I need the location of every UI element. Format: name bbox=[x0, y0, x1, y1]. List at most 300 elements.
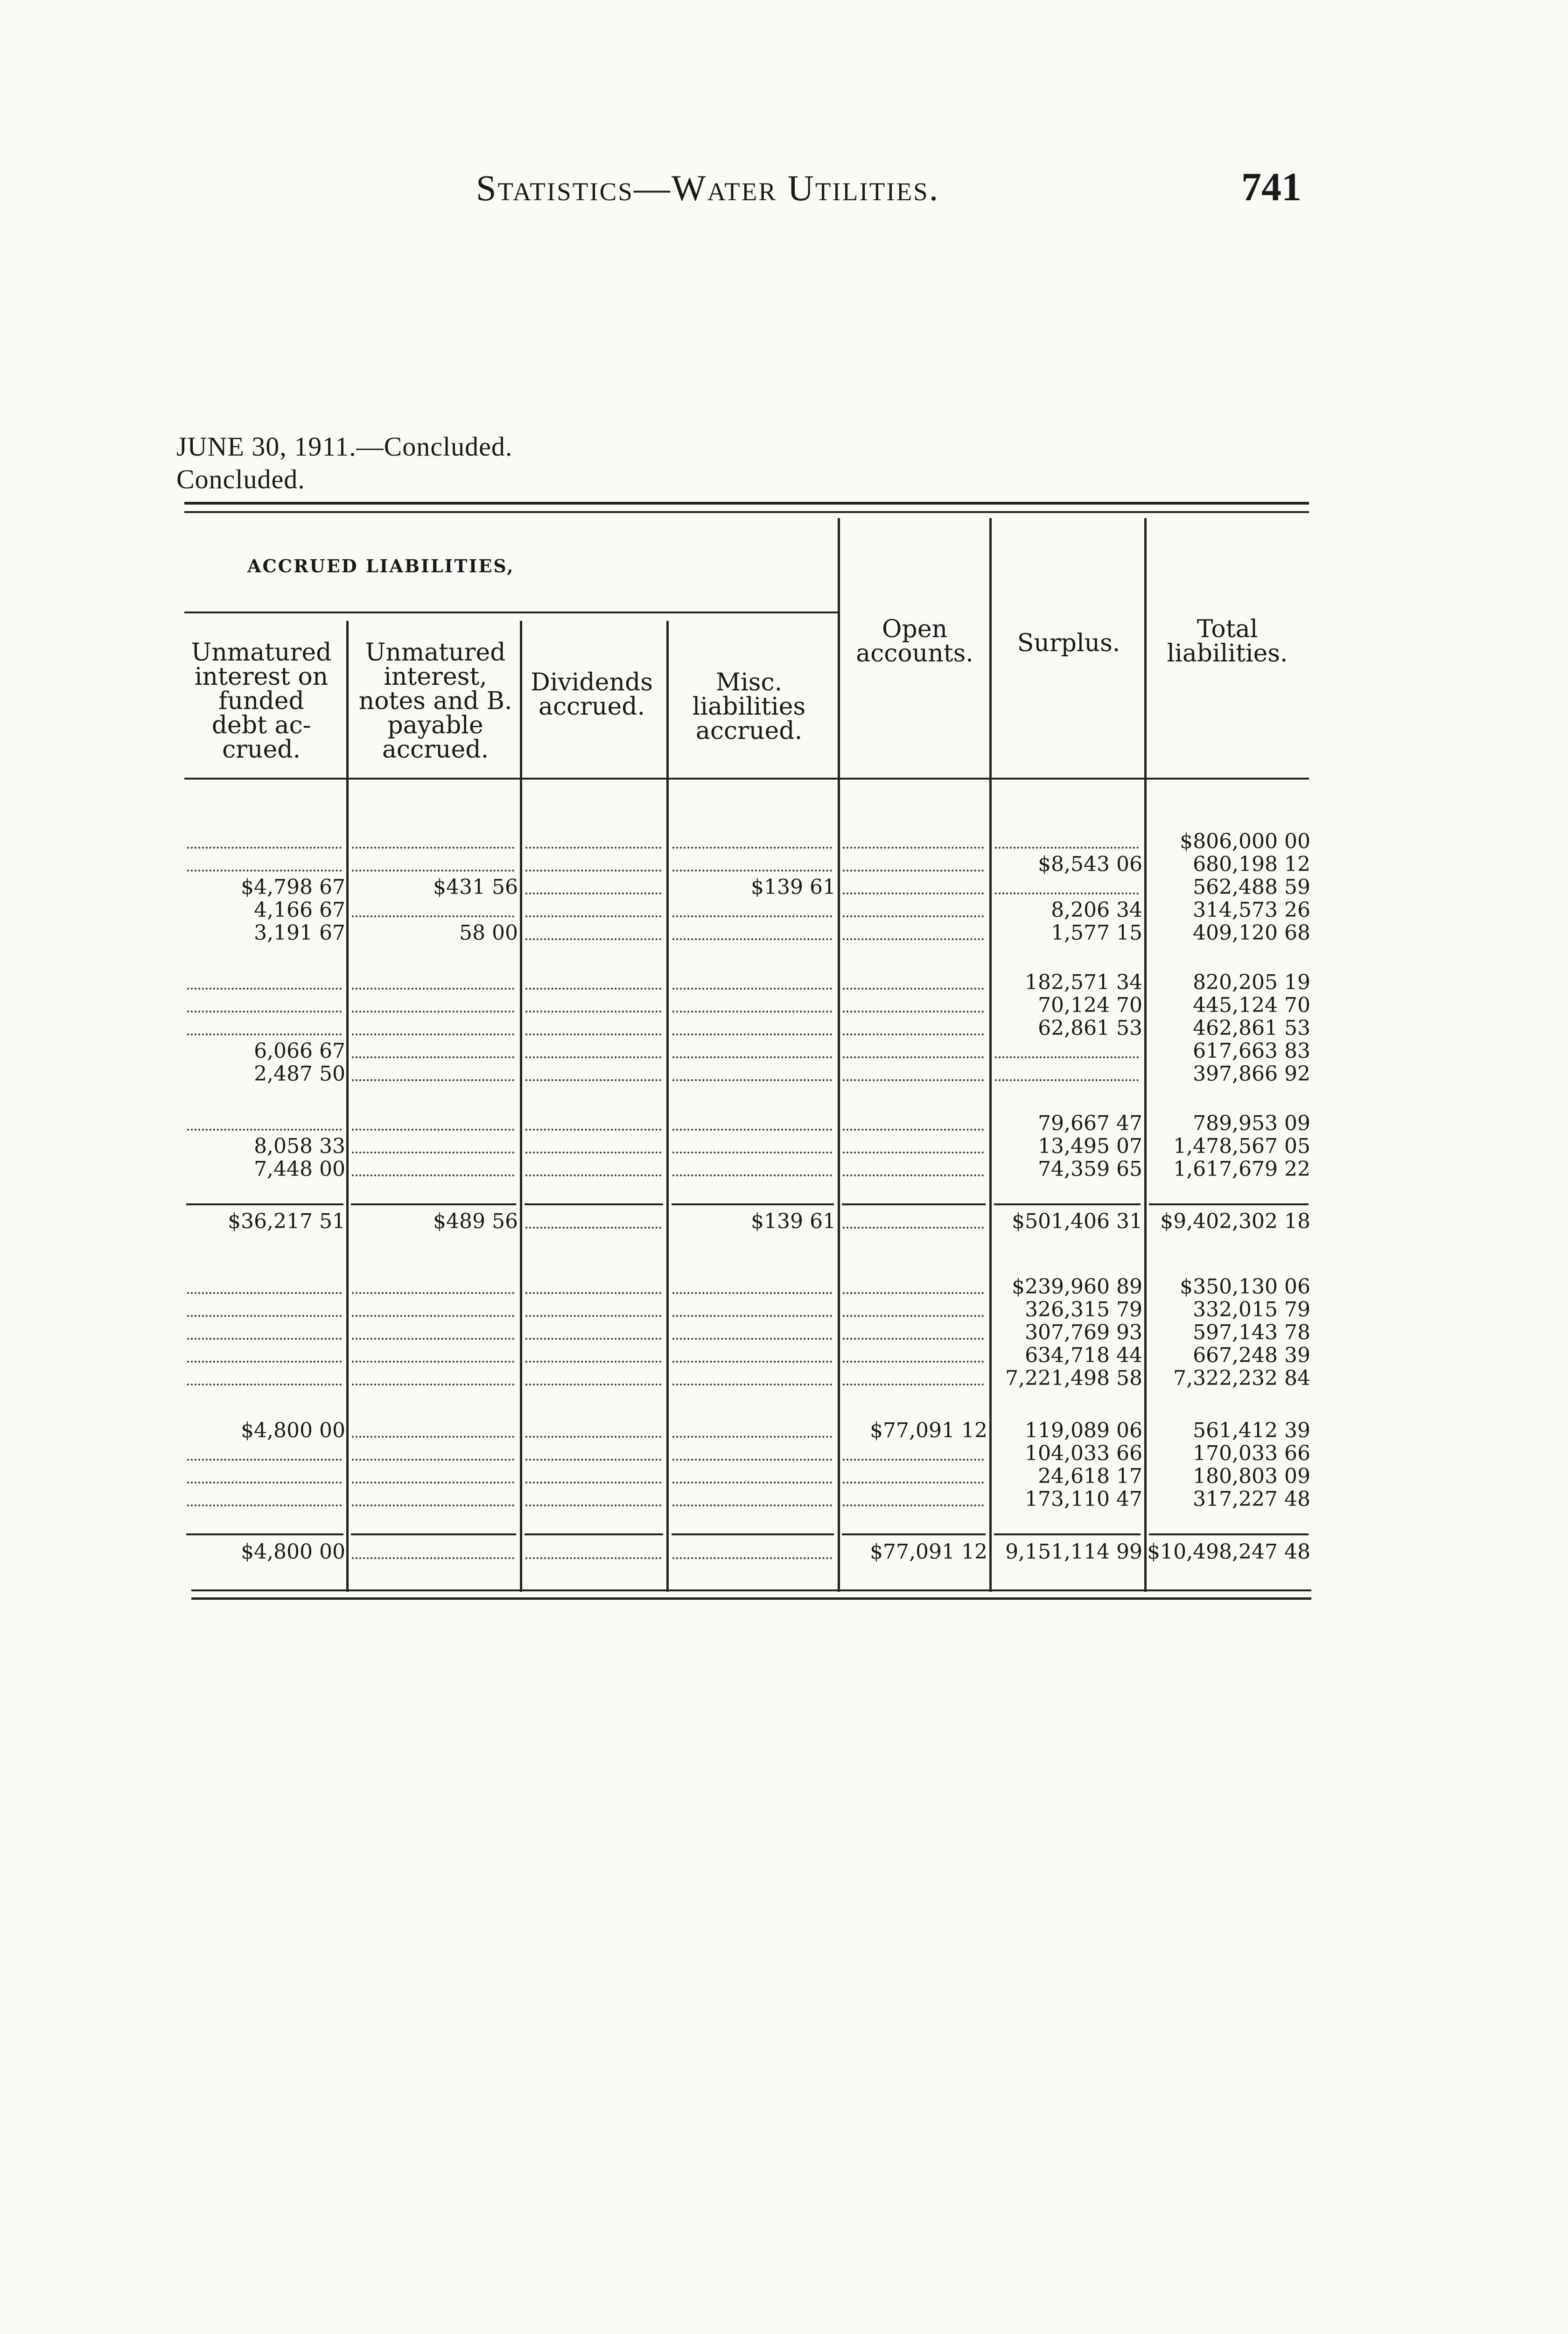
g2-row2-cell-surplus bbox=[992, 1321, 1142, 1344]
g2-row5-cell-surplus bbox=[992, 1419, 1142, 1442]
cell-value: 397,866 92 bbox=[1193, 1062, 1310, 1085]
g2-row4-cell-dividends bbox=[523, 1367, 665, 1390]
col-divider bbox=[1144, 518, 1147, 1592]
leader-dots bbox=[525, 1338, 661, 1340]
g2-row7-cell-dividends bbox=[523, 1465, 665, 1488]
running-title: Statistics—Water Utilities. bbox=[476, 168, 940, 208]
cell-value: 680,198 12 bbox=[1193, 853, 1310, 876]
leader-dots bbox=[352, 1174, 514, 1176]
subtotal-rule bbox=[186, 1533, 343, 1535]
cell-value: $489 56 bbox=[433, 1210, 518, 1233]
leader-dots bbox=[525, 1436, 661, 1438]
leader-dots bbox=[843, 988, 984, 990]
leader-dots bbox=[672, 870, 832, 872]
leader-dots bbox=[525, 1459, 661, 1461]
subtotal-rule bbox=[842, 1203, 986, 1205]
subtotal-rule bbox=[351, 1203, 516, 1205]
cell-value: $350,130 06 bbox=[1180, 1275, 1310, 1298]
g2-row0-cell-funded-interest bbox=[184, 1275, 345, 1298]
cell-value: 7,448 00 bbox=[254, 1158, 345, 1181]
g1-row0-cell-funded-interest bbox=[184, 830, 345, 853]
subtotal-rule bbox=[994, 1533, 1141, 1535]
leader-dots bbox=[672, 1436, 832, 1438]
g1-row0-cell-notes-interest bbox=[349, 830, 518, 853]
g1-row3-cell-dividends bbox=[523, 899, 665, 921]
leader-dots bbox=[843, 1459, 984, 1461]
g2-row1-cell-total-liabilities bbox=[1147, 1298, 1310, 1321]
g2-row3-cell-funded-interest bbox=[184, 1344, 345, 1367]
g2-total-cell-notes-interest bbox=[349, 1540, 518, 1563]
g2-row0-cell-total-liabilities bbox=[1147, 1275, 1310, 1298]
g2-row5-cell-dividends bbox=[523, 1419, 665, 1442]
leader-dots bbox=[352, 1315, 514, 1317]
g2-row0-cell-open-accounts bbox=[840, 1275, 987, 1298]
leader-dots bbox=[352, 870, 514, 872]
leader-dots bbox=[525, 1557, 661, 1559]
leader-dots bbox=[995, 1056, 1139, 1058]
g1-row4-cell-open-accounts bbox=[840, 921, 987, 944]
g1-row1-cell-open-accounts bbox=[840, 853, 987, 876]
g2-row6-cell-surplus bbox=[992, 1442, 1142, 1465]
leader-dots bbox=[672, 1129, 832, 1131]
leader-dots bbox=[187, 988, 342, 990]
g1-row11-cell-funded-interest bbox=[184, 1135, 345, 1158]
g1-row9-cell-dividends bbox=[523, 1062, 665, 1085]
g1-row12-cell-surplus bbox=[992, 1158, 1142, 1181]
g1-row3-cell-funded-interest bbox=[184, 899, 345, 921]
cell-value: 445,124 70 bbox=[1193, 994, 1310, 1017]
g2-row6-cell-total-liabilities bbox=[1147, 1442, 1310, 1465]
g1-row10-cell-misc-liabilities bbox=[670, 1112, 836, 1135]
g1-row12-cell-misc-liabilities bbox=[670, 1158, 836, 1181]
g2-total-cell-surplus bbox=[992, 1540, 1142, 1563]
g1-row7-cell-misc-liabilities bbox=[670, 1017, 836, 1040]
cell-value: 634,718 44 bbox=[1025, 1344, 1142, 1367]
g1-row5-cell-misc-liabilities bbox=[670, 971, 836, 994]
cell-value: 13,495 07 bbox=[1038, 1135, 1142, 1158]
leader-dots bbox=[843, 847, 984, 849]
g1-row8-cell-notes-interest bbox=[349, 1040, 518, 1062]
col-head-total-liabilities: Total liabilities. bbox=[1167, 615, 1288, 668]
g2-total-cell-dividends bbox=[523, 1540, 665, 1563]
g2-row0-cell-dividends bbox=[523, 1275, 665, 1298]
leader-dots bbox=[843, 1079, 984, 1081]
g1-row3-cell-surplus bbox=[992, 899, 1142, 921]
cell-value: 1,478,567 05 bbox=[1173, 1135, 1310, 1158]
g1-row11-cell-misc-liabilities bbox=[670, 1135, 836, 1158]
g2-row1-cell-notes-interest bbox=[349, 1298, 518, 1321]
g2-row6-cell-funded-interest bbox=[184, 1442, 345, 1465]
g1-total-cell-notes-interest bbox=[349, 1210, 518, 1233]
col-head-dividends: Dividends accrued. bbox=[531, 668, 653, 721]
leader-dots bbox=[187, 1459, 342, 1461]
g1-row2-cell-notes-interest bbox=[349, 876, 518, 899]
g2-row8-cell-notes-interest bbox=[349, 1488, 518, 1511]
col-divider bbox=[346, 621, 349, 1592]
leader-dots bbox=[352, 1436, 514, 1438]
g1-row10-cell-total-liabilities bbox=[1147, 1112, 1310, 1135]
leader-dots bbox=[525, 988, 661, 990]
g1-row11-cell-surplus bbox=[992, 1135, 1142, 1158]
leader-dots bbox=[843, 893, 984, 894]
leader-dots bbox=[843, 1504, 984, 1506]
cell-value: $4,798 67 bbox=[241, 876, 345, 899]
leader-dots bbox=[525, 1079, 661, 1081]
g2-row4-cell-open-accounts bbox=[840, 1367, 987, 1390]
g1-row7-cell-dividends bbox=[523, 1017, 665, 1040]
g1-total-cell-surplus bbox=[992, 1210, 1142, 1233]
bottom-rule-2 bbox=[191, 1597, 1311, 1600]
subtotal-rule bbox=[525, 1533, 663, 1535]
g1-total-cell-funded-interest bbox=[184, 1210, 345, 1233]
leader-dots bbox=[672, 1315, 832, 1317]
g2-row8-cell-total-liabilities bbox=[1147, 1488, 1310, 1511]
leader-dots bbox=[352, 1011, 514, 1012]
subtotal-rule bbox=[186, 1203, 343, 1205]
g2-row7-cell-funded-interest bbox=[184, 1465, 345, 1488]
leader-dots bbox=[843, 1129, 984, 1131]
g2-row1-cell-funded-interest bbox=[184, 1298, 345, 1321]
leader-dots bbox=[352, 847, 514, 849]
cell-value: 561,412 39 bbox=[1193, 1419, 1310, 1442]
leader-dots bbox=[352, 1292, 514, 1294]
leader-dots bbox=[843, 938, 984, 940]
cell-value: 182,571 34 bbox=[1025, 971, 1142, 994]
subtotal-rule bbox=[351, 1533, 516, 1535]
g2-row5-cell-notes-interest bbox=[349, 1419, 518, 1442]
cell-value: 104,033 66 bbox=[1025, 1442, 1142, 1465]
leader-dots bbox=[843, 1227, 984, 1229]
cell-value: 9,151,114 99 bbox=[1005, 1540, 1142, 1563]
leader-dots bbox=[352, 1056, 514, 1058]
g1-total-cell-misc-liabilities bbox=[670, 1210, 836, 1233]
g1-row2-cell-misc-liabilities bbox=[670, 876, 836, 899]
cell-value: 170,033 66 bbox=[1193, 1442, 1310, 1465]
g2-row5-cell-funded-interest bbox=[184, 1419, 345, 1442]
leader-dots bbox=[525, 1174, 661, 1176]
leader-dots bbox=[525, 1315, 661, 1317]
caption-line-2: Concluded. bbox=[176, 464, 305, 494]
cell-value: 4,166 67 bbox=[254, 899, 345, 921]
g1-row2-cell-open-accounts bbox=[840, 876, 987, 899]
leader-dots bbox=[187, 847, 342, 849]
cell-value: 8,058 33 bbox=[254, 1135, 345, 1158]
g2-row2-cell-dividends bbox=[523, 1321, 665, 1344]
cell-value: $77,091 12 bbox=[870, 1419, 987, 1442]
g2-row7-cell-open-accounts bbox=[840, 1465, 987, 1488]
leader-dots bbox=[672, 988, 832, 990]
g1-row6-cell-surplus bbox=[992, 994, 1142, 1017]
g2-row3-cell-notes-interest bbox=[349, 1344, 518, 1367]
cell-value: $139 61 bbox=[751, 1210, 836, 1233]
g1-row6-cell-total-liabilities bbox=[1147, 994, 1310, 1017]
g2-row6-cell-dividends bbox=[523, 1442, 665, 1465]
g1-row2-cell-funded-interest bbox=[184, 876, 345, 899]
g2-row5-cell-open-accounts bbox=[840, 1419, 987, 1442]
g1-row7-cell-total-liabilities bbox=[1147, 1017, 1310, 1040]
g2-total-cell-funded-interest bbox=[184, 1540, 345, 1563]
leader-dots bbox=[525, 1056, 661, 1058]
g2-row2-cell-funded-interest bbox=[184, 1321, 345, 1344]
g1-row6-cell-misc-liabilities bbox=[670, 994, 836, 1017]
leader-dots bbox=[352, 1384, 514, 1385]
g2-row6-cell-misc-liabilities bbox=[670, 1442, 836, 1465]
g2-row0-cell-misc-liabilities bbox=[670, 1275, 836, 1298]
leader-dots bbox=[525, 1384, 661, 1385]
leader-dots bbox=[525, 870, 661, 872]
leader-dots bbox=[187, 870, 342, 872]
cell-value: 462,861 53 bbox=[1193, 1017, 1310, 1040]
leader-dots bbox=[672, 1152, 832, 1153]
g1-row2-cell-total-liabilities bbox=[1147, 876, 1310, 899]
g2-row8-cell-open-accounts bbox=[840, 1488, 987, 1511]
cell-value: 74,359 65 bbox=[1038, 1158, 1142, 1181]
cell-value: 62,861 53 bbox=[1038, 1017, 1142, 1040]
g1-row10-cell-surplus bbox=[992, 1112, 1142, 1135]
g1-row8-cell-funded-interest bbox=[184, 1040, 345, 1062]
g2-row3-cell-misc-liabilities bbox=[670, 1344, 836, 1367]
subtotal-rule bbox=[1149, 1203, 1309, 1205]
g2-row4-cell-surplus bbox=[992, 1367, 1142, 1390]
g1-row12-cell-funded-interest bbox=[184, 1158, 345, 1181]
cell-value: 789,953 09 bbox=[1193, 1112, 1310, 1135]
leader-dots bbox=[352, 1129, 514, 1131]
g1-row0-cell-surplus bbox=[992, 830, 1142, 853]
leader-dots bbox=[843, 1152, 984, 1153]
g1-row1-cell-dividends bbox=[523, 853, 665, 876]
g1-row12-cell-total-liabilities bbox=[1147, 1158, 1310, 1181]
cell-value: 332,015 79 bbox=[1193, 1298, 1310, 1321]
leader-dots bbox=[672, 1384, 832, 1385]
g2-row1-cell-open-accounts bbox=[840, 1298, 987, 1321]
g2-row7-cell-misc-liabilities bbox=[670, 1465, 836, 1488]
leader-dots bbox=[525, 1129, 661, 1131]
col-divider bbox=[520, 621, 522, 1592]
leader-dots bbox=[187, 1338, 342, 1340]
g1-row12-cell-dividends bbox=[523, 1158, 665, 1181]
g1-row8-cell-misc-liabilities bbox=[670, 1040, 836, 1062]
cell-value: 617,663 83 bbox=[1193, 1040, 1310, 1062]
cell-value: 58 00 bbox=[459, 921, 518, 944]
g1-row6-cell-funded-interest bbox=[184, 994, 345, 1017]
leader-dots bbox=[525, 1292, 661, 1294]
cell-value: 820,205 19 bbox=[1193, 971, 1310, 994]
leader-dots bbox=[352, 988, 514, 990]
leader-dots bbox=[525, 938, 661, 940]
leader-dots bbox=[843, 1011, 984, 1012]
leader-dots bbox=[672, 1482, 832, 1483]
cell-value: 79,667 47 bbox=[1038, 1112, 1142, 1135]
cell-value: $4,800 00 bbox=[241, 1540, 345, 1563]
g1-row7-cell-open-accounts bbox=[840, 1017, 987, 1040]
cell-value: 7,221,498 58 bbox=[1005, 1367, 1142, 1390]
g1-row8-cell-open-accounts bbox=[840, 1040, 987, 1062]
group-header-rule bbox=[184, 612, 838, 613]
g1-row0-cell-total-liabilities bbox=[1147, 830, 1310, 853]
leader-dots bbox=[352, 915, 514, 917]
leader-dots bbox=[995, 847, 1139, 849]
g2-row1-cell-misc-liabilities bbox=[670, 1298, 836, 1321]
leader-dots bbox=[995, 893, 1139, 894]
leader-dots bbox=[352, 1033, 514, 1035]
cell-value: $8,543 06 bbox=[1038, 853, 1142, 876]
leader-dots bbox=[672, 1011, 832, 1012]
cell-value: 409,120 68 bbox=[1193, 921, 1310, 944]
cell-value: 597,143 78 bbox=[1193, 1321, 1310, 1344]
g1-total-cell-total-liabilities bbox=[1147, 1210, 1310, 1233]
top-rule-2 bbox=[184, 511, 1309, 513]
cell-value: $239,960 89 bbox=[1012, 1275, 1142, 1298]
g2-row2-cell-total-liabilities bbox=[1147, 1321, 1310, 1344]
cell-value: 1,617,679 22 bbox=[1173, 1158, 1310, 1181]
cell-value: 7,322,232 84 bbox=[1173, 1367, 1310, 1390]
leader-dots bbox=[352, 1338, 514, 1340]
g2-row7-cell-surplus bbox=[992, 1465, 1142, 1488]
g2-row1-cell-dividends bbox=[523, 1298, 665, 1321]
g2-row8-cell-surplus bbox=[992, 1488, 1142, 1511]
g1-row8-cell-surplus bbox=[992, 1040, 1142, 1062]
leader-dots bbox=[525, 847, 661, 849]
g1-row12-cell-notes-interest bbox=[349, 1158, 518, 1181]
cell-value: 326,315 79 bbox=[1025, 1298, 1142, 1321]
g1-row10-cell-funded-interest bbox=[184, 1112, 345, 1135]
col-head-misc-liabilities: Misc. liabilities accrued. bbox=[692, 668, 806, 745]
g2-row7-cell-notes-interest bbox=[349, 1465, 518, 1488]
leader-dots bbox=[672, 1292, 832, 1294]
leader-dots bbox=[525, 1011, 661, 1012]
leader-dots bbox=[352, 1504, 514, 1506]
cell-value: 562,488 59 bbox=[1193, 876, 1310, 899]
cell-value: 119,089 06 bbox=[1025, 1419, 1142, 1442]
g1-row2-cell-dividends bbox=[523, 876, 665, 899]
g2-row2-cell-notes-interest bbox=[349, 1321, 518, 1344]
cell-value: $806,000 00 bbox=[1180, 830, 1310, 853]
leader-dots bbox=[843, 915, 984, 917]
g2-total-cell-open-accounts bbox=[840, 1540, 987, 1563]
g1-row9-cell-misc-liabilities bbox=[670, 1062, 836, 1085]
g1-row6-cell-notes-interest bbox=[349, 994, 518, 1017]
g2-row4-cell-total-liabilities bbox=[1147, 1367, 1310, 1390]
g1-row5-cell-surplus bbox=[992, 971, 1142, 994]
g2-row3-cell-dividends bbox=[523, 1344, 665, 1367]
col-head-surplus: Surplus. bbox=[1017, 629, 1120, 657]
leader-dots bbox=[843, 1315, 984, 1317]
g2-row8-cell-funded-interest bbox=[184, 1488, 345, 1511]
leader-dots bbox=[525, 1152, 661, 1153]
leader-dots bbox=[995, 1079, 1139, 1081]
g1-row12-cell-open-accounts bbox=[840, 1158, 987, 1181]
g2-row3-cell-surplus bbox=[992, 1344, 1142, 1367]
g1-row9-cell-surplus bbox=[992, 1062, 1142, 1085]
col-head-unmatured-interest-funded: Unmatured interest on funded debt ac- crued. bbox=[191, 639, 332, 764]
g2-row4-cell-funded-interest bbox=[184, 1367, 345, 1390]
leader-dots bbox=[187, 1504, 342, 1506]
cell-value: $10,498,247 48 bbox=[1147, 1540, 1310, 1563]
leader-dots bbox=[843, 1482, 984, 1483]
cell-value: $9,402,302 18 bbox=[1160, 1210, 1310, 1233]
g2-row7-cell-total-liabilities bbox=[1147, 1465, 1310, 1488]
g1-row3-cell-misc-liabilities bbox=[670, 899, 836, 921]
leader-dots bbox=[352, 1361, 514, 1363]
g1-row8-cell-total-liabilities bbox=[1147, 1040, 1310, 1062]
leader-dots bbox=[843, 1174, 984, 1176]
g2-row5-cell-misc-liabilities bbox=[670, 1419, 836, 1442]
g1-row6-cell-open-accounts bbox=[840, 994, 987, 1017]
leader-dots bbox=[187, 1315, 342, 1317]
page-number: 741 bbox=[1241, 164, 1302, 209]
g2-row4-cell-misc-liabilities bbox=[670, 1367, 836, 1390]
cell-value: 8,206 34 bbox=[1051, 899, 1142, 921]
leader-dots bbox=[352, 1557, 514, 1559]
cell-value: 317,227 48 bbox=[1193, 1488, 1310, 1511]
subtotal-rule bbox=[672, 1203, 834, 1205]
leader-dots bbox=[525, 1361, 661, 1363]
g1-row5-cell-dividends bbox=[523, 971, 665, 994]
leader-dots bbox=[672, 1056, 832, 1058]
g1-row4-cell-surplus bbox=[992, 921, 1142, 944]
col-head-unmatured-interest-notes: Unmatured interest, notes and B. payable accrued. bbox=[358, 639, 512, 764]
leader-dots bbox=[352, 1152, 514, 1153]
g2-row1-cell-surplus bbox=[992, 1298, 1142, 1321]
g2-row4-cell-notes-interest bbox=[349, 1367, 518, 1390]
g1-row7-cell-notes-interest bbox=[349, 1017, 518, 1040]
leader-dots bbox=[187, 1011, 342, 1012]
g1-row4-cell-notes-interest bbox=[349, 921, 518, 944]
leader-dots bbox=[525, 1227, 661, 1229]
group-header: ACCRUED LIABILITIES, bbox=[247, 555, 515, 576]
g1-row2-cell-surplus bbox=[992, 876, 1142, 899]
g1-row11-cell-notes-interest bbox=[349, 1135, 518, 1158]
leader-dots bbox=[672, 1504, 832, 1506]
g2-row8-cell-misc-liabilities bbox=[670, 1488, 836, 1511]
cell-value: 180,803 09 bbox=[1193, 1465, 1310, 1488]
g1-row11-cell-open-accounts bbox=[840, 1135, 987, 1158]
col-divider bbox=[989, 518, 992, 1592]
g1-row11-cell-dividends bbox=[523, 1135, 665, 1158]
cell-value: 70,124 70 bbox=[1038, 994, 1142, 1017]
g1-row3-cell-total-liabilities bbox=[1147, 899, 1310, 921]
leader-dots bbox=[187, 1033, 342, 1035]
cell-value: $77,091 12 bbox=[870, 1540, 987, 1563]
caption-line-1: JUNE 30, 1911.—Concluded. bbox=[176, 431, 513, 462]
top-rule bbox=[184, 502, 1309, 505]
leader-dots bbox=[187, 1384, 342, 1385]
g2-row8-cell-dividends bbox=[523, 1488, 665, 1511]
cell-value: 314,573 26 bbox=[1193, 899, 1310, 921]
bottom-rule bbox=[191, 1589, 1311, 1591]
g1-row1-cell-funded-interest bbox=[184, 853, 345, 876]
g1-row7-cell-funded-interest bbox=[184, 1017, 345, 1040]
cell-value: 24,618 17 bbox=[1038, 1465, 1142, 1488]
table-caption bbox=[176, 430, 512, 496]
g1-row0-cell-dividends bbox=[523, 830, 665, 853]
g1-row5-cell-funded-interest bbox=[184, 971, 345, 994]
g2-row2-cell-misc-liabilities bbox=[670, 1321, 836, 1344]
leader-dots bbox=[672, 1361, 832, 1363]
leader-dots bbox=[187, 1361, 342, 1363]
g1-row10-cell-open-accounts bbox=[840, 1112, 987, 1135]
g2-row0-cell-surplus bbox=[992, 1275, 1142, 1298]
g1-row11-cell-total-liabilities bbox=[1147, 1135, 1310, 1158]
g1-row5-cell-total-liabilities bbox=[1147, 971, 1310, 994]
g2-row2-cell-open-accounts bbox=[840, 1321, 987, 1344]
leader-dots bbox=[672, 847, 832, 849]
g1-row10-cell-dividends bbox=[523, 1112, 665, 1135]
g2-row5-cell-total-liabilities bbox=[1147, 1419, 1310, 1442]
leader-dots bbox=[352, 1079, 514, 1081]
g2-row6-cell-open-accounts bbox=[840, 1442, 987, 1465]
g1-row4-cell-misc-liabilities bbox=[670, 921, 836, 944]
